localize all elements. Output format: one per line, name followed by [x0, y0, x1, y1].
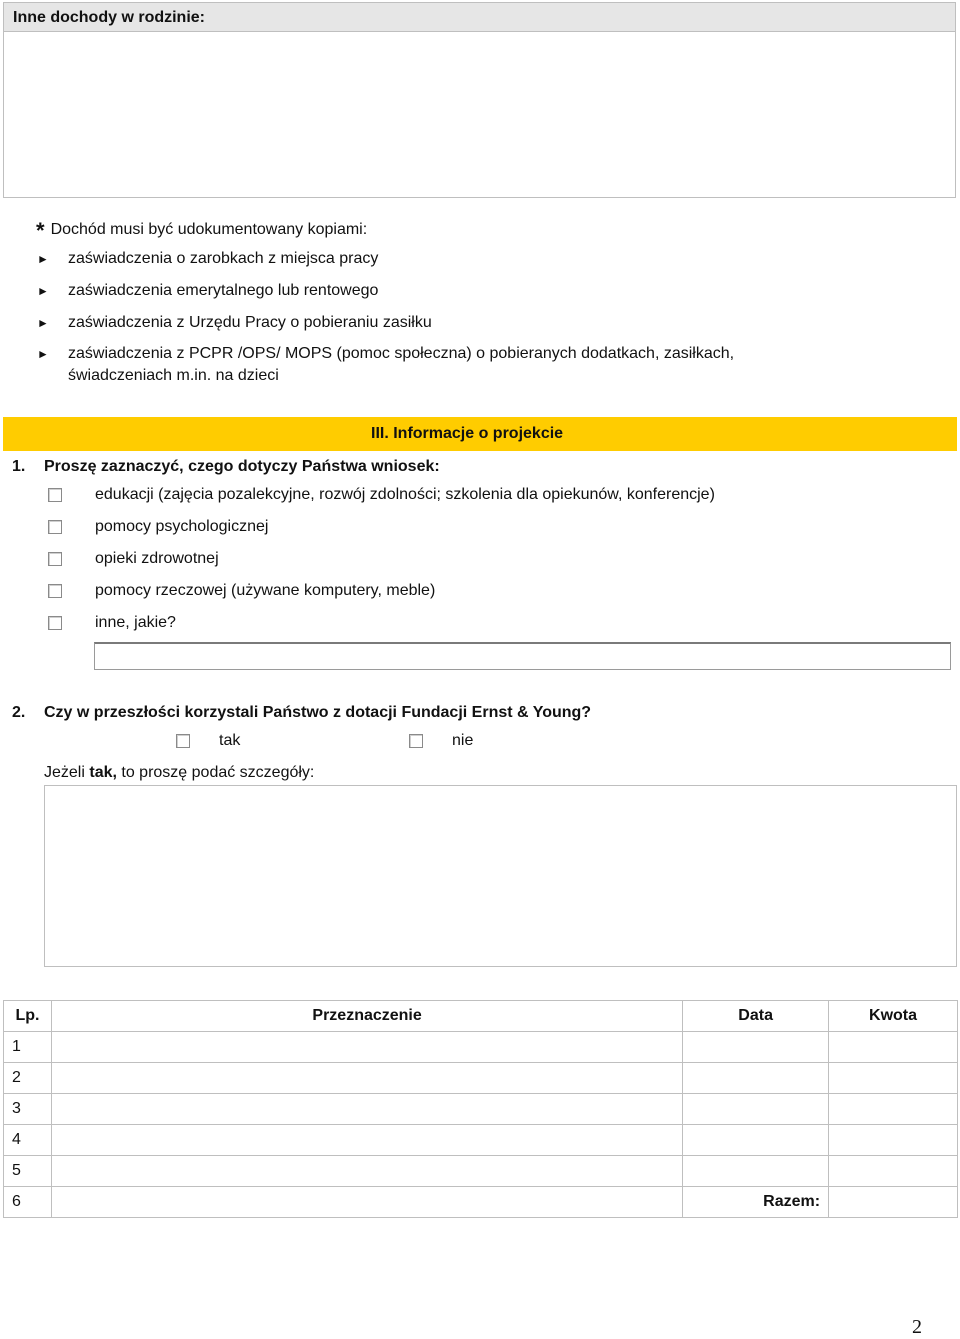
checkbox-education[interactable]: [48, 488, 62, 502]
date-cell[interactable]: [683, 1094, 829, 1125]
column-header-date: Data: [683, 1001, 829, 1032]
section-header: [3, 417, 957, 451]
document-list-item: zaświadczenia z PCPR /OPS/ MOPS (pomoc społeczna) o pobieranych dodatkach, zasiłkach,: [68, 345, 735, 362]
row-number: 6: [4, 1187, 52, 1218]
purpose-cell[interactable]: [51, 1032, 682, 1063]
row-number: 2: [4, 1063, 52, 1094]
details-instruction: [44, 764, 314, 782]
option-psychological-help-label: pomocy psychologicznej: [95, 518, 269, 535]
row-number: 5: [4, 1156, 52, 1187]
purpose-cell[interactable]: [51, 1187, 682, 1218]
bullet-arrow-icon: ►: [37, 252, 49, 266]
checkbox-material-help[interactable]: [48, 584, 62, 598]
table-row: [4, 1125, 958, 1156]
other-purpose-input[interactable]: [94, 642, 951, 670]
document-list-item: zaświadczenia o zarobkach z miejsca pracy: [68, 250, 379, 267]
amount-cell[interactable]: [829, 1032, 958, 1063]
details-suffix: to proszę podać szczegóły:: [116, 764, 315, 781]
row-number: 1: [4, 1032, 52, 1063]
total-label: Razem:: [683, 1187, 829, 1218]
question-2-text: Czy w przeszłości korzystali Państwo z dotacji Fundacji Ernst & Young?: [44, 704, 592, 721]
table-row: [4, 1187, 958, 1218]
purpose-cell[interactable]: [51, 1094, 682, 1125]
purpose-cell[interactable]: [51, 1063, 682, 1094]
documentation-note-text: Dochód musi być udokumentowany kopiami:: [50, 221, 368, 238]
income-header-label: Inne dochody w rodzinie:: [13, 9, 205, 26]
option-other-label: inne, jakie?: [95, 614, 176, 631]
row-number: 4: [4, 1125, 52, 1156]
checkbox-yes[interactable]: [176, 734, 190, 748]
asterisk-mark: *: [36, 218, 45, 243]
checkbox-other[interactable]: [48, 616, 62, 630]
amount-cell[interactable]: [829, 1156, 958, 1187]
date-cell[interactable]: [683, 1063, 829, 1094]
option-health-care-label: opieki zdrowotnej: [95, 550, 219, 567]
amount-cell[interactable]: [829, 1094, 958, 1125]
section-title: III. Informacje o projekcie: [371, 425, 564, 442]
table-row: [4, 1156, 958, 1187]
option-material-help-label: pomocy rzeczowej (używane komputery, meble): [95, 582, 436, 599]
question-1-text: Proszę zaznaczyć, czego dotyczy Państwa wniosek:: [44, 458, 440, 475]
details-prefix: Jeżeli: [44, 764, 90, 781]
bullet-arrow-icon: ►: [37, 316, 49, 330]
details-bold: tak,: [89, 764, 117, 781]
table-header-row: [4, 1001, 958, 1032]
purpose-cell[interactable]: [51, 1156, 682, 1187]
documentation-note: [36, 214, 368, 243]
question-2-number: 2.: [12, 704, 26, 721]
document-list-item: zaświadczenia z Urzędu Pracy o pobieraniu zasiłku: [68, 314, 432, 331]
date-cell[interactable]: [683, 1156, 829, 1187]
option-yes-label: tak: [219, 732, 241, 749]
document-list-item: zaświadczenia emerytalnego lub rentowego: [68, 282, 379, 299]
grants-table: [3, 1000, 958, 1218]
table-row: [4, 1063, 958, 1094]
amount-cell[interactable]: [829, 1063, 958, 1094]
row-number: 3: [4, 1094, 52, 1125]
checkbox-health-care[interactable]: [48, 552, 62, 566]
option-education-label: edukacji (zajęcia pozalekcyjne, rozwój zdolności; szkolenia dla opiekunów, konferencje): [95, 486, 715, 503]
date-cell[interactable]: [683, 1125, 829, 1156]
income-text-area[interactable]: [3, 32, 956, 198]
checkbox-psychological-help[interactable]: [48, 520, 62, 534]
date-cell[interactable]: [683, 1032, 829, 1063]
total-amount-cell[interactable]: [829, 1187, 958, 1218]
bullet-arrow-icon: ►: [37, 284, 49, 298]
column-header-lp: Lp.: [4, 1001, 52, 1032]
document-list-item-continuation: świadczeniach m.in. na dzieci: [68, 367, 279, 384]
page-number: 2: [912, 1316, 922, 1338]
amount-cell[interactable]: [829, 1125, 958, 1156]
option-no-label: nie: [452, 732, 474, 749]
purpose-cell[interactable]: [51, 1125, 682, 1156]
checkbox-no[interactable]: [409, 734, 423, 748]
bullet-arrow-icon: ►: [37, 347, 49, 361]
column-header-purpose: Przeznaczenie: [51, 1001, 682, 1032]
details-text-area[interactable]: [44, 785, 957, 967]
question-1-number: 1.: [12, 458, 26, 475]
income-header: [3, 2, 956, 32]
column-header-amount: Kwota: [829, 1001, 958, 1032]
table-row: [4, 1032, 958, 1063]
table-row: [4, 1094, 958, 1125]
